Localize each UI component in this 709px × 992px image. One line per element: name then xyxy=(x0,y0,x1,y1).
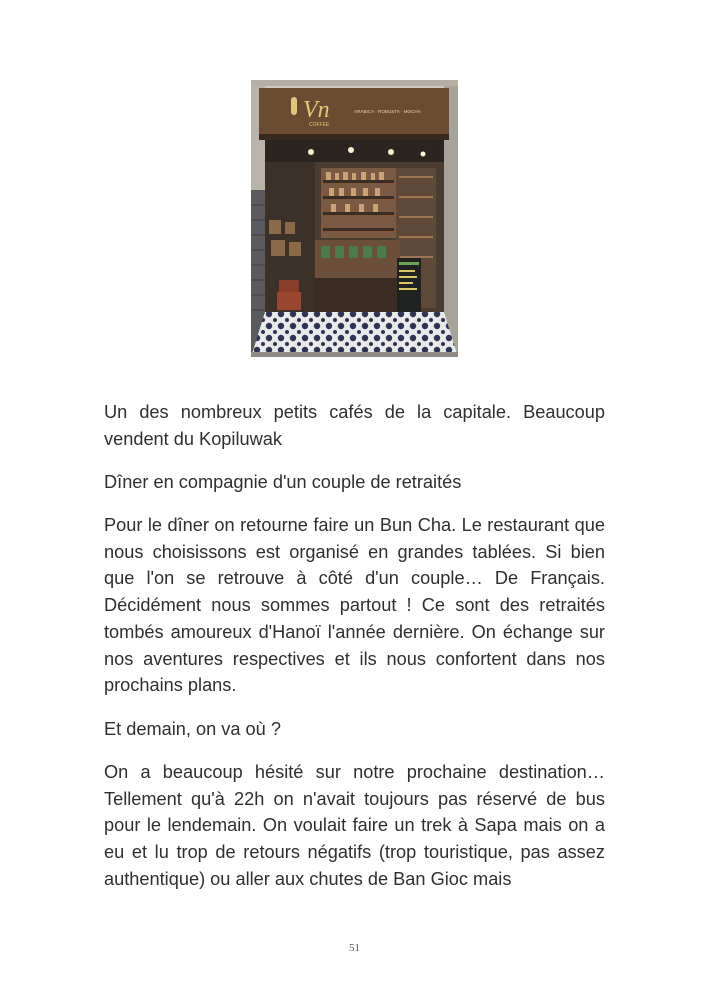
page-number: 51 xyxy=(349,942,360,954)
photo-caption: Un des nombreux petits cafés de la capitale. Beaucoup vendent du Kopiluwak xyxy=(104,402,605,449)
coffee-shop-photo xyxy=(251,80,458,357)
sign-logo: Vn xyxy=(303,97,330,123)
paragraph-next-destination: On a beaucoup hésité sur notre prochaine destination… Tellement qu'à 22h on n'avait toujours pas réservé de bus pour le lendemain. On voulait faire un trek à Sapa mais on a eu et lu trop de retours négatifs (trop touristique, pas assez authentique) ou aller aux chutes de Ban Gioc mais xyxy=(104,762,605,889)
paragraph-dinner: Pour le dîner on retourne faire un Bun Cha. Le restaurant que nous choisissons est organisé en grandes tablées. Si bien que l'on se retrouve à côté d'un couple… De Français. Décidément nous sommes partout ! Ce sont des retraités tombés amoureux d'Hanoï l'année dernière. On échange sur nos aventures respectives et ils nous confortent dans nos prochains plans. xyxy=(104,515,605,696)
sign-subtitle: COFFEE xyxy=(309,122,330,128)
section-heading-dinner: Dîner en compagnie d'un couple de retraités xyxy=(104,472,462,492)
section-heading-next-destination: Et demain, on va où ? xyxy=(104,719,281,739)
sign-tagline: ARABICA · ROBUSTA · MOCHA xyxy=(354,109,421,114)
